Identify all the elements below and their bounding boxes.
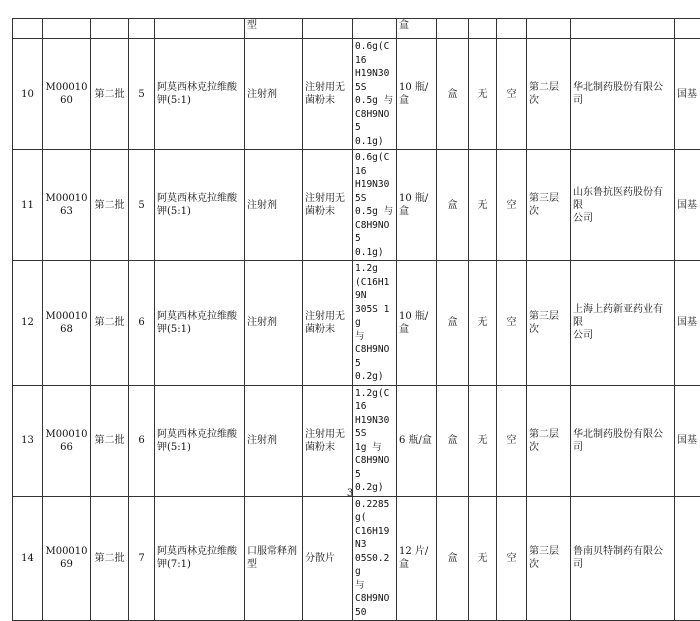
dosage-form: 注射剂 — [245, 150, 303, 261]
group-number: 6 — [129, 261, 155, 386]
specification: 0.6g(C16 H19N305S 0.5g 与 C8H9NO5 0.1g) — [353, 150, 397, 261]
batch-label: 第二批 — [91, 385, 129, 496]
dosage-form-tail: 型 — [245, 19, 303, 39]
table-row — [13, 496, 700, 621]
dosage-form: 口服常释剂 型 — [245, 496, 303, 621]
table-row — [13, 261, 700, 386]
quality-level: 第三层次 — [527, 261, 571, 386]
source-tag: 国基 — [675, 385, 700, 496]
drug-code: M0001068 — [43, 261, 91, 386]
specification: 1.2g (C16H19N 305S 1g 与 C8H9NO5 0.2g) — [353, 261, 397, 386]
drug-code: M0001060 — [43, 39, 91, 150]
specification: 1.2g(C16 H19N305S 1g 与 C8H9NO5 0.2g) — [353, 385, 397, 496]
batch-label: 第二批 — [91, 150, 129, 261]
dosage-form: 注射剂 — [245, 261, 303, 386]
packaging-unit-tail: 盒 — [397, 19, 437, 39]
drug-code: M0001066 — [43, 385, 91, 496]
packaging: 6 瓶/盒 — [397, 385, 437, 496]
unit: 盒 — [437, 385, 469, 496]
continued-header-row — [13, 19, 700, 39]
source-tag: 国基 — [675, 150, 700, 261]
drug-name: 阿莫西林克拉维酸 钾(5:1) — [155, 385, 245, 496]
manufacturer: 上海上药新亚药业有限 公司 — [571, 261, 675, 386]
row-number: 10 — [13, 39, 43, 150]
sub-form: 注射用无 菌粉末 — [303, 39, 353, 150]
drug-code: M0001069 — [43, 496, 91, 621]
status: 空 — [497, 385, 527, 496]
row-number: 11 — [13, 150, 43, 261]
group-number: 5 — [129, 150, 155, 261]
quality-level: 第三层次 — [527, 496, 571, 621]
packaging: 12 片/ 盒 — [397, 496, 437, 621]
sub-form: 注射用无 菌粉末 — [303, 261, 353, 386]
quality-level: 第二层次 — [527, 385, 571, 496]
drug-name: 阿莫西林克拉维酸 钾(5:1) — [155, 39, 245, 150]
page-number: 3 — [0, 488, 700, 499]
status: 空 — [497, 150, 527, 261]
specification: 0.6g(C16 H19N305S 0.5g 与 C8H9NO5 0.1g) — [353, 39, 397, 150]
batch-label: 第二批 — [91, 261, 129, 386]
unit: 盒 — [437, 496, 469, 621]
table-row — [13, 150, 700, 261]
drug-list-table — [12, 18, 700, 621]
dosage-form: 注射剂 — [245, 39, 303, 150]
flag: 无 — [469, 496, 497, 621]
group-number: 5 — [129, 39, 155, 150]
manufacturer: 山东鲁抗医药股份有限 公司 — [571, 150, 675, 261]
unit: 盒 — [437, 261, 469, 386]
sub-form: 注射用无 菌粉末 — [303, 385, 353, 496]
flag: 无 — [469, 39, 497, 150]
table-row — [13, 39, 700, 150]
drug-name: 阿莫西林克拉维酸 钾(5:1) — [155, 150, 245, 261]
source-tag — [675, 496, 700, 621]
dosage-form: 注射剂 — [245, 385, 303, 496]
row-number: 13 — [13, 385, 43, 496]
manufacturer: 鲁南贝特制药有限公司 — [571, 496, 675, 621]
group-number: 7 — [129, 496, 155, 621]
quality-level: 第三层次 — [527, 150, 571, 261]
unit: 盒 — [437, 39, 469, 150]
sub-form: 注射用无 菌粉末 — [303, 150, 353, 261]
packaging: 10 瓶/ 盒 — [397, 39, 437, 150]
unit: 盒 — [437, 150, 469, 261]
specification: 0.2285g( C16H19N3 05S0.2g 与 C8H9NO50 — [353, 496, 397, 621]
row-number: 14 — [13, 496, 43, 621]
quality-level: 第二层次 — [527, 39, 571, 150]
batch-label: 第二批 — [91, 39, 129, 150]
manufacturer: 华北制药股份有限公司 — [571, 385, 675, 496]
drug-name: 阿莫西林克拉维酸 钾(7:1) — [155, 496, 245, 621]
drug-name: 阿莫西林克拉维酸 钾(5:1) — [155, 261, 245, 386]
drug-code: M0001063 — [43, 150, 91, 261]
table-row — [13, 385, 700, 496]
flag: 无 — [469, 385, 497, 496]
flag: 无 — [469, 261, 497, 386]
manufacturer: 华北制药股份有限公司 — [571, 39, 675, 150]
packaging: 10 瓶/ 盒 — [397, 150, 437, 261]
flag: 无 — [469, 150, 497, 261]
source-tag: 国基 — [675, 261, 700, 386]
status: 空 — [497, 39, 527, 150]
sub-form: 分散片 — [303, 496, 353, 621]
group-number: 6 — [129, 385, 155, 496]
packaging: 10 瓶/ 盒 — [397, 261, 437, 386]
row-number: 12 — [13, 261, 43, 386]
status: 空 — [497, 261, 527, 386]
source-tag: 国基 — [675, 39, 700, 150]
batch-label: 第二批 — [91, 496, 129, 621]
status: 空 — [497, 496, 527, 621]
